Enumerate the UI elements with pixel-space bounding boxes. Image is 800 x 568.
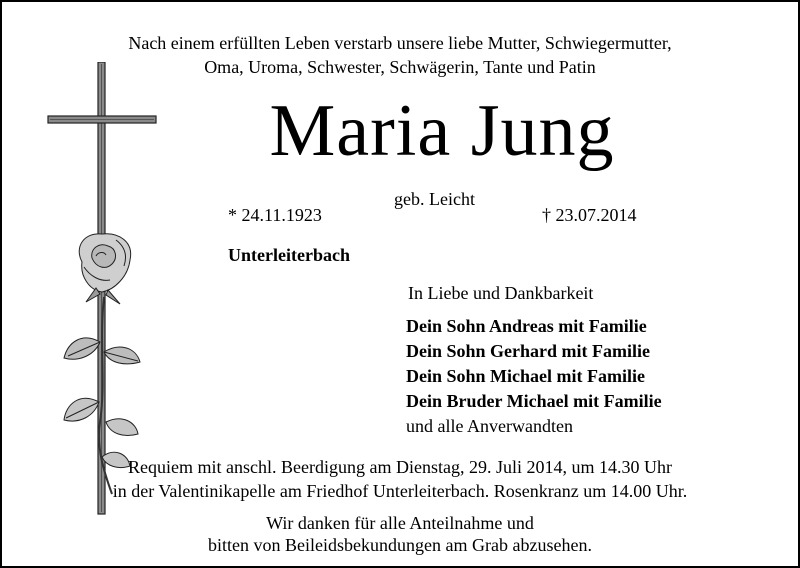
mourner-line: Dein Sohn Michael mit Familie: [406, 366, 645, 386]
mourner-line: Dein Bruder Michael mit Familie: [406, 391, 662, 411]
intro-line-2: Oma, Uroma, Schwester, Schwägerin, Tante und Patin: [204, 57, 596, 77]
death-date: † 23.07.2014: [542, 205, 637, 225]
deceased-name: Maria Jung: [269, 90, 615, 172]
gratitude-line: In Liebe und Dankbarkeit: [408, 283, 594, 303]
intro-line-1: Nach einem erfüllten Leben verstarb unsere liebe Mutter, Schwiegermutter,: [128, 33, 672, 53]
service-line-1: Requiem mit anschl. Beerdigung am Dienstag, 29. Juli 2014, um 14.30 Uhr: [128, 457, 672, 477]
mourner-line: Dein Sohn Gerhard mit Familie: [406, 341, 650, 361]
place-name: Unterleiterbach: [228, 245, 350, 265]
service-line-2: in der Valentinikapelle am Friedhof Unterleiterbach. Rosenkranz um 14.00 Uhr.: [112, 481, 688, 501]
relatives-line: und alle Anverwandten: [406, 416, 573, 436]
maiden-name: geb. Leicht: [394, 189, 475, 209]
thanks-line-2: bitten von Beileidsbekundungen am Grab abzusehen.: [208, 535, 592, 555]
birth-date: * 24.11.1923: [228, 205, 322, 225]
cross-with-rose-icon: [44, 62, 164, 517]
thanks-line-1: Wir danken für alle Anteilnahme und: [266, 513, 534, 533]
mourner-line: Dein Sohn Andreas mit Familie: [406, 316, 647, 336]
